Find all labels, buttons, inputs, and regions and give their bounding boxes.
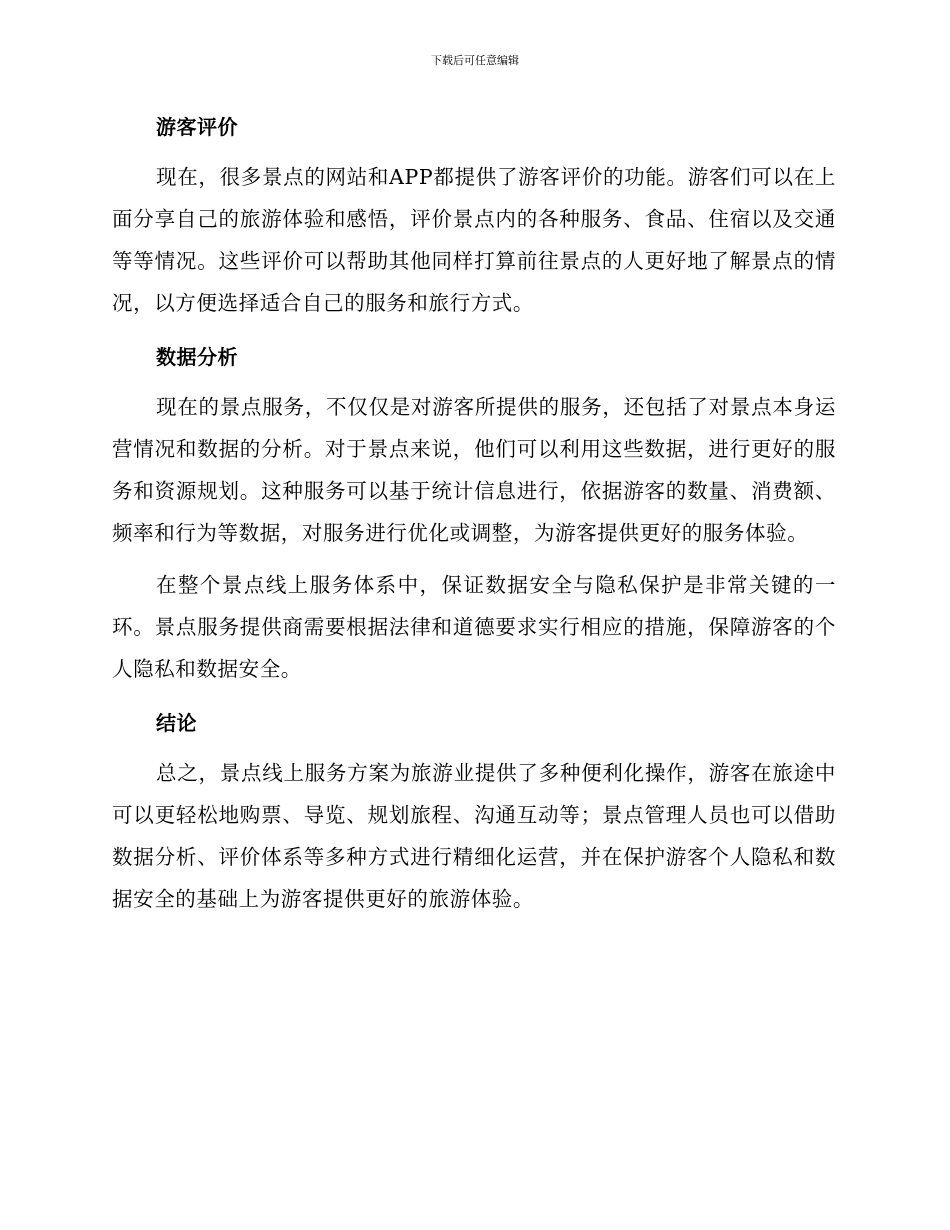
section-heading-conclusion: 结论 [156, 711, 197, 735]
section-heading-visitor-reviews: 游客评价 [156, 115, 238, 139]
paragraph-data-analysis-1: 现在的景点服务，不仅仅是对游客所提供的服务，还包括了对景点本身运营情况和数据的分析。对于景点来说，他们可以利用这些数据，进行更好的服务和资源规划。这种服务可以基于统计信息进行，依据游客的数量、消费额、频率和行为等数据，对服务进行优化或调整，为游客提供更好的服务体验。 [112, 395, 836, 545]
header-note: 下载后可任意编辑 [431, 54, 519, 67]
document-body [112, 108, 836, 920]
paragraph-visitor-reviews: 现在，很多景点的网站和APP都提供了游客评价的功能。游客们可以在上面分享自己的旅游体验和感悟，评价景点内的各种服务、食品、住宿以及交通等等情况。这些评价可以帮助其他同样打算前往景点的人更好地了解景点的情况，以方便选择适合自己的服务和旅行方式。 [112, 165, 836, 315]
paragraph-conclusion: 总之，景点线上服务方案为旅游业提供了多种便利化操作，游客在旅途中可以更轻松地购票、导览、规划旅程、沟通互动等；景点管理人员也可以借助数据分析、评价体系等多种方式进行精细化运营，并在保护游客个人隐私和数据安全的基础上为游客提供更好的旅游体验。 [112, 761, 836, 911]
section-heading-data-analysis: 数据分析 [156, 345, 238, 369]
paragraph-data-analysis-2: 在整个景点线上服务体系中，保证数据安全与隐私保护是非常关键的一环。景点服务提供商需要根据法律和道德要求实行相应的措施，保障游客的个人隐私和数据安全。 [112, 573, 836, 681]
